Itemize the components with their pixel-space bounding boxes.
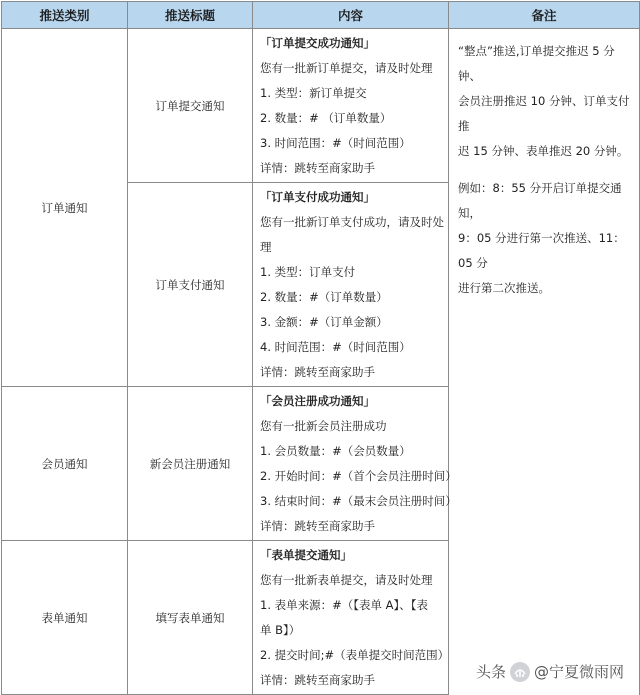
content-cell — [253, 387, 457, 541]
header-note: 备注 — [449, 2, 640, 29]
category-cell: 会员通知 — [2, 387, 128, 541]
content-line: 1. 会员数量：#（会员数量） — [260, 444, 411, 458]
content-cell — [253, 29, 449, 183]
content-heading: 「订单提交成功通知」 — [260, 36, 375, 50]
note-line: “整点”推送,订单提交推迟 5 分钟、 — [458, 44, 615, 83]
content-heading: 「订单支付成功通知」 — [260, 190, 375, 204]
push-notification-table — [1, 1, 640, 695]
header-category: 推送类别 — [2, 2, 128, 29]
content-line: 2. 数量：#（订单数量） — [260, 290, 388, 304]
content-line: 详情：跳转至商家助手 — [260, 519, 375, 533]
content-line: 4. 时间范围：#（时间范围） — [260, 340, 411, 354]
content-line: 您有一批新订单支付成功，请及时处 — [260, 215, 444, 229]
content-heading: 「会员注册成功通知」 — [260, 394, 375, 408]
content-line: 3. 时间范围：#（时间范围） — [260, 136, 411, 150]
title-cell: 填写表单通知 — [128, 541, 253, 695]
content-line: 详情：跳转至商家助手 — [260, 673, 375, 687]
watermark — [474, 661, 626, 682]
content-line: 1. 类型：新订单提交 — [260, 86, 367, 100]
note-cell — [449, 29, 640, 695]
brand-logo-icon — [510, 662, 530, 682]
title-cell: 订单支付通知 — [128, 183, 253, 387]
note-line: 进行第二次推送。 — [458, 281, 550, 295]
content-line: 2. 开始时间：#（首个会员注册时间） — [260, 469, 457, 483]
content-line: 详情：跳转至商家助手 — [260, 161, 375, 175]
header-title: 推送标题 — [128, 2, 253, 29]
content-heading: 「表单提交通知」 — [260, 548, 352, 562]
content-line: 2. 数量：# （订单数量） — [260, 111, 392, 125]
content-line: 单 B】） — [260, 623, 301, 637]
content-line: 1. 表单来源：#（【表单 A】、【表 — [260, 598, 429, 612]
content-line: 您有一批新会员注册成功 — [260, 419, 387, 433]
note-line: 会员注册推迟 10 分钟、订单支付推 — [458, 94, 630, 133]
table-row — [2, 29, 640, 183]
content-cell — [253, 183, 449, 387]
content-cell — [253, 541, 449, 695]
content-line: 1. 类型：订单支付 — [260, 265, 356, 279]
content-line: 2. 提交时间;#（表单提交时间范围） — [260, 648, 450, 662]
title-cell: 订单提交通知 — [128, 29, 253, 183]
table-header-row — [2, 2, 640, 29]
note-line: 9：05 分进行第一次推送、11：05 分 — [458, 231, 625, 270]
category-cell: 订单通知 — [2, 29, 128, 387]
content-line: 详情：跳转至商家助手 — [260, 365, 375, 379]
content-line: 3. 金额：#（订单金额） — [260, 315, 388, 329]
header-content: 内容 — [253, 2, 449, 29]
note-line: 例如：8：55 分开启订单提交通知， — [458, 181, 622, 220]
content-line: 3. 结束时间：#（最末会员注册时间） — [260, 494, 457, 508]
content-line: 您有一批新订单提交，请及时处理 — [260, 61, 433, 75]
category-cell: 表单通知 — [2, 541, 128, 695]
title-cell: 新会员注册通知 — [128, 387, 253, 541]
watermark-brand: @宁夏微雨网 — [533, 663, 624, 681]
note-line: 迟 15 分钟、表单推迟 20 分钟。 — [458, 144, 629, 158]
watermark-prefix: 头条 — [475, 663, 506, 681]
content-line: 理 — [260, 240, 272, 254]
content-line: 您有一批新表单提交，请及时处理 — [260, 573, 433, 587]
